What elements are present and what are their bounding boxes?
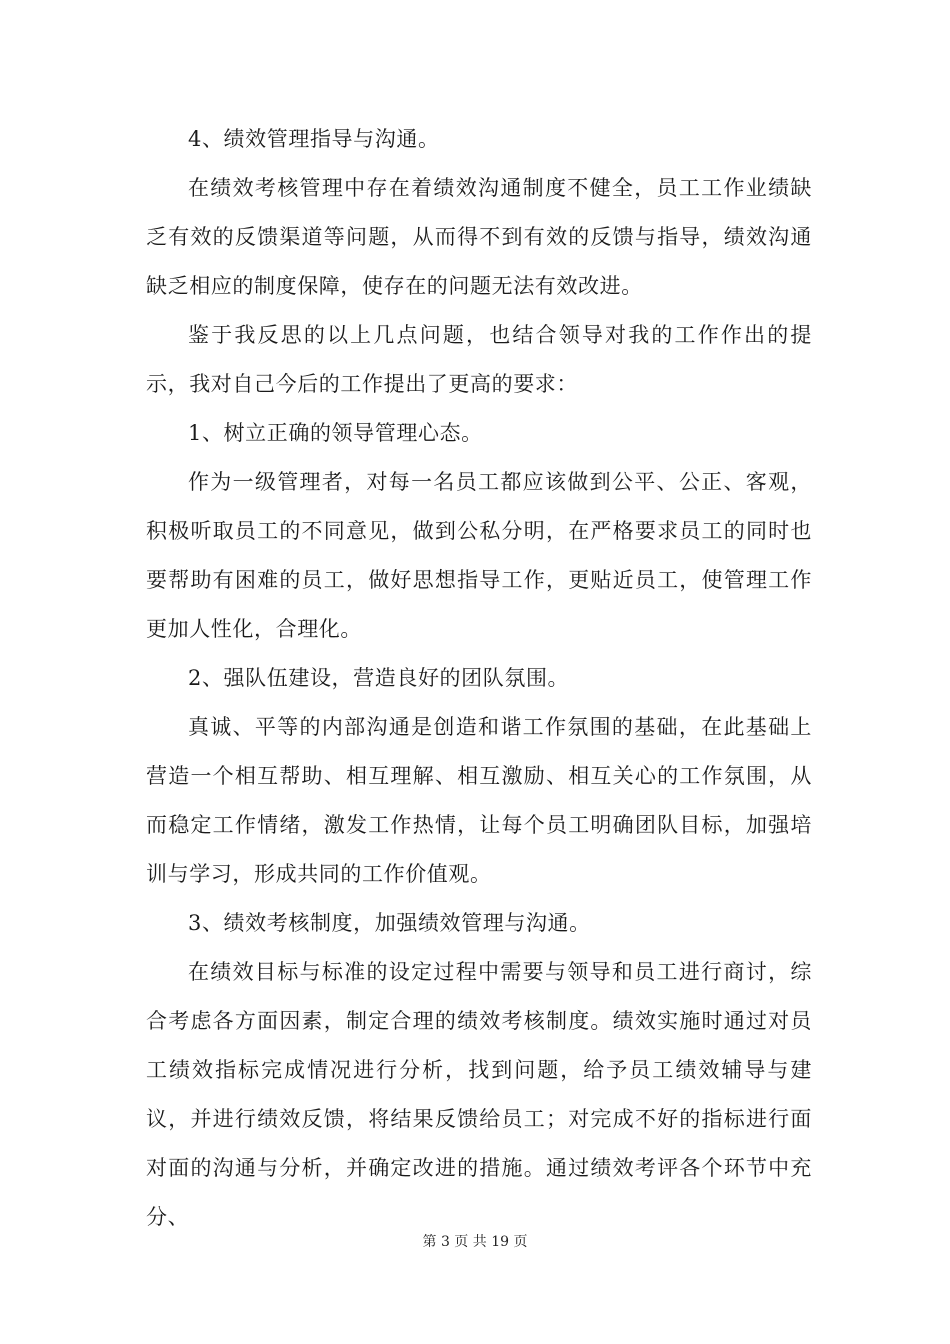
heading-4-performance-guidance: 4、绩效管理指导与沟通。 xyxy=(188,127,440,151)
heading-3-performance-system: 3、绩效考核制度，加强绩效管理与沟通。 xyxy=(188,911,591,935)
paragraph-communication-issues: 在绩效考核管理中存在着绩效沟通制度不健全，员工工作业绩缺乏有效的反馈渠道等问题，从而得不到有效的反馈与指导，绩效沟通缺乏相应的制度保障，使存在的问题无法有效改进。 xyxy=(146,176,812,298)
paragraph-manager-fairness: 作为一级管理者，对每一名员工都应该做到公平、公正、客观，积极听取员工的不同意见，做到公私分明，在严格要求员工的同时也要帮助有困难的员工，做好思想指导工作，更贴近员工，使管理工作更加人性化，合理化。 xyxy=(146,470,812,641)
page-number-footer: 第 3 页 共 19 页 xyxy=(422,1234,528,1250)
document-body xyxy=(146,115,812,1242)
paragraph-team-atmosphere: 真诚、平等的内部沟通是创造和谐工作氛围的基础，在此基础上营造一个相互帮助、相互理解、相互激励、相互关心的工作氛围，从而稳定工作情绪，激发工作热情，让每个员工明确团队目标，加强培训与学习，形成共同的工作价值观。 xyxy=(146,715,812,886)
heading-1-leadership-mindset: 1、树立正确的领导管理心态。 xyxy=(188,421,483,445)
paragraph-performance-process: 在绩效目标与标准的设定过程中需要与领导和员工进行商讨，综合考虑各方面因素，制定合理的绩效考核制度。绩效实施时通过对员工绩效指标完成情况进行分析，找到问题，给予员工绩效辅导与建议，并进行绩效反馈，将结果反馈给员工；对完成不好的指标进行面对面的沟通与分析，并确定改进的措施。通过绩效考评各个环节中充分、 xyxy=(146,960,812,1229)
paragraph-reflection: 鉴于我反思的以上几点问题，也结合领导对我的工作作出的提示，我对自己今后的工作提出了更高的要求： xyxy=(146,323,812,396)
heading-2-team-building: 2、强队伍建设，营造良好的团队氛围。 xyxy=(188,666,570,690)
